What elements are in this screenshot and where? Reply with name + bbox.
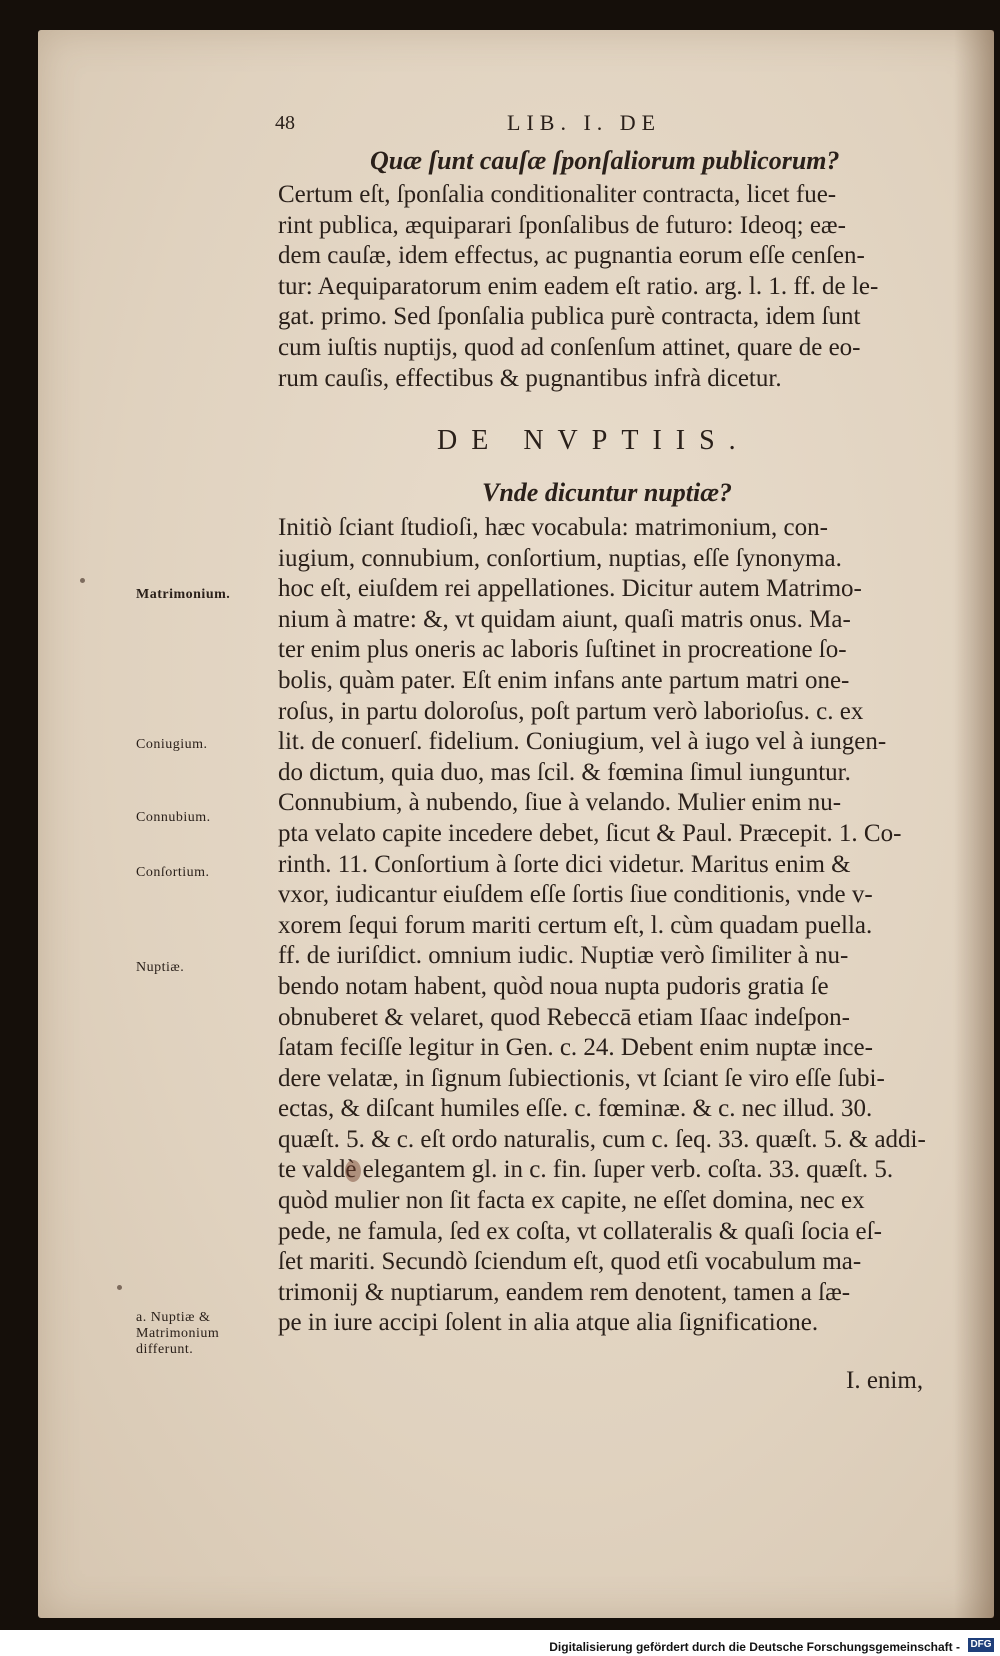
marginal-note-a [136, 1310, 219, 1358]
text-line: xorem ſequi forum mariti certum eſt, l. cùm quadam puella. [278, 911, 873, 939]
text-line: quæſt. 5. & c. eſt ordo naturalis, cum c. ſeq. 33. quæſt. 5. & addi- [278, 1125, 926, 1153]
paragraph-sponsalia [278, 180, 938, 400]
marginal-note-coniugium: Coniugium. [136, 737, 208, 752]
marginal-note-nuptiae: Nuptiæ. [136, 960, 185, 975]
page-number: 48 [275, 112, 295, 134]
question-heading-nuptiae: Vnde dicuntur nuptiæ? [482, 478, 732, 507]
text-line: quòd mulier non ſit facta ex capite, ne eſſet domina, nec ex [278, 1187, 865, 1215]
marginal-note-consortium: Conſortium. [136, 865, 210, 880]
text-line: obnuberet & velaret, quod Rebeccā etiam Iſaac indeſpon- [278, 1003, 850, 1031]
text-line: cum iuſtis nuptijs, quod ad conſenſum attinet, quare de eo- [278, 333, 861, 361]
catchword: I. enim, [846, 1367, 924, 1394]
text-line: ff. de iuriſdict. omnium iudic. Nuptiæ verò ſimiliter à nu- [278, 942, 849, 970]
text-line: ectas, & diſcant humiles eſſe. c. fœminæ. & c. nec illud. 30. [278, 1095, 873, 1123]
page-edge-shadow [954, 30, 994, 1618]
text-line: pta velato capite incedere debet, ſicut & Paul. Præcepit. 1. Co- [278, 819, 902, 847]
marginal-note-matrimonium: Matrimonium. [136, 587, 231, 602]
margin-dot [80, 578, 85, 583]
text-line: hoc eſt, eiuſdem rei appellationes. Dicitur autem Matrimo- [278, 575, 862, 603]
text-line: Certum eſt, ſponſalia conditionaliter contracta, licet fue- [278, 181, 837, 208]
text-line: Initiò ſciant ſtudioſi, hæc vocabula: matrimonium, con- [278, 514, 828, 541]
text-line: te valdè elegantem gl. in c. fin. ſuper verb. coſta. 33. quæſt. 5. [278, 1156, 894, 1184]
marginal-note-a-line: Matrimonium [136, 1326, 220, 1341]
text-line: lit. de conuerſ. fidelium. Coniugium, vel à iugo vel à iungen- [278, 728, 887, 756]
section-heading-de-nuptiis: DE NVPTIIS. [437, 425, 750, 456]
text-line: tur: Aequiparatorum enim eadem eſt ratio. arg. l. 1. ff. de le- [278, 272, 879, 300]
text-line: dem cauſæ, idem effectus, ac pugnantia eorum eſſe cenſen- [278, 242, 865, 270]
text-line: dere velatæ, in ſignum ſubiectionis, vt ſciant ſe viro eſſe ſubi- [278, 1064, 885, 1092]
text-line: ſatam feciſſe legitur in Gen. c. 24. Debent enim nuptæ ince- [278, 1034, 873, 1062]
text-line: bolis, quàm pater. Eſt enim infans ante partum matri one- [278, 666, 850, 694]
dfg-logo: DFG [968, 1638, 994, 1652]
text-line: nium à matre: &, vt quidam aiunt, quaſi matris onus. Ma- [278, 605, 851, 633]
marginal-note-a-line: a. Nuptiæ & [136, 1310, 211, 1325]
text-line: gat. primo. Sed ſponſalia publica purè contracta, idem ſunt [278, 303, 861, 331]
text-line: Connubium, à nubendo, ſiue à velando. Mulier enim nu- [278, 789, 842, 817]
running-head [275, 110, 915, 144]
text-line: pede, ne famula, ſed ex coſta, vt collateralis & quaſi ſocia eſ- [278, 1217, 882, 1245]
text-line: iugium, connubium, conſortium, nuptias, eſſe ſynonyma. [278, 544, 842, 572]
text-line: rint publica, æquiparari ſponſalibus de futuro: Ideoq; eæ- [278, 211, 846, 239]
marginal-note-a-line: differunt. [136, 1342, 194, 1357]
text-line: bendo notam habent, quòd noua nupta pudoris gratia ſe [278, 972, 829, 1000]
paragraph-nuptiae [278, 513, 938, 1353]
question-heading-sponsalia: Quæ ſunt cauſæ ſponſaliorum publicorum? [370, 146, 840, 175]
ink-stain [345, 1160, 361, 1182]
text-line: ter enim plus oneris ac laboris ſuſtinet in procreatione ſo- [278, 636, 847, 664]
text-line: do dictum, quia duo, mas ſcil. & fœmina ſimul iunguntur. [278, 758, 851, 786]
text-line: rum cauſis, effectibus & pugnantibus infrà dicetur. [278, 364, 782, 392]
marginal-note-connubium: Connubium. [136, 810, 211, 825]
text-line: rinth. 11. Conſortium à ſorte dici videtur. Maritus enim & [278, 850, 851, 878]
text-line: trimonij & nuptiarum, eandem rem denotent, tamen a ſæ- [278, 1278, 851, 1306]
text-line: ſet mariti. Secundò ſciendum eſt, quod etſi vocabulum ma- [278, 1248, 862, 1276]
running-title: LIB. I. DE [507, 110, 662, 135]
text-line: roſus, in partu doloroſus, poſt partum verò laborioſus. c. ex [278, 697, 864, 725]
text-line: vxor, iudicantur eiuſdem eſſe ſortis ſiue conditionis, vnde v- [278, 881, 873, 909]
footer-credit: Digitalisierung gefördert durch die Deutsche Forschungsgemeinschaft - [549, 1640, 960, 1654]
margin-dot [117, 1285, 122, 1290]
text-line: pe in iure accipi ſolent in alia atque alia ſignificatione. [278, 1309, 819, 1337]
